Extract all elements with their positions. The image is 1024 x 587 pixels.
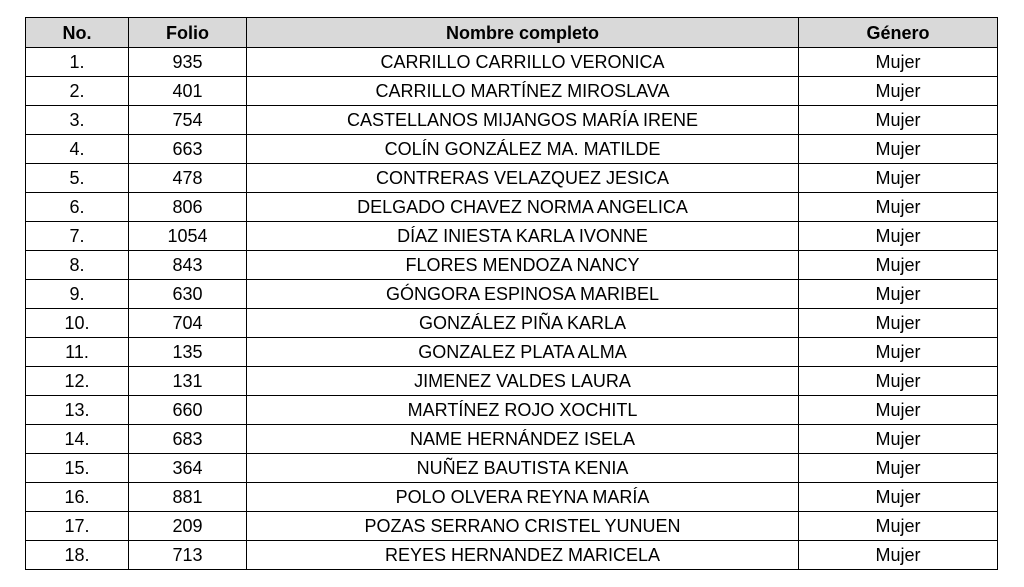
table-row (26, 512, 998, 541)
cell-folio: 209 (129, 512, 247, 541)
cell-folio: 660 (129, 396, 247, 425)
cell-nombre: POZAS SERRANO CRISTEL YUNUEN (247, 512, 799, 541)
cell-nombre: CASTELLANOS MIJANGOS MARÍA IRENE (247, 106, 799, 135)
cell-genero: Mujer (799, 367, 998, 396)
table-row (26, 396, 998, 425)
cell-folio: 478 (129, 164, 247, 193)
cell-folio: 754 (129, 106, 247, 135)
cell-nombre: CARRILLO MARTÍNEZ MIROSLAVA (247, 77, 799, 106)
cell-nombre: NUÑEZ BAUTISTA KENIA (247, 454, 799, 483)
cell-nombre: GONZÁLEZ PIÑA KARLA (247, 309, 799, 338)
table-row (26, 251, 998, 280)
header-no: No. (26, 18, 129, 48)
cell-nombre: FLORES MENDOZA NANCY (247, 251, 799, 280)
table-row (26, 106, 998, 135)
cell-genero: Mujer (799, 454, 998, 483)
cell-folio: 881 (129, 483, 247, 512)
cell-nombre: GONZALEZ PLATA ALMA (247, 338, 799, 367)
table-row (26, 454, 998, 483)
table-row (26, 541, 998, 570)
cell-no: 13. (26, 396, 129, 425)
cell-no: 11. (26, 338, 129, 367)
cell-genero: Mujer (799, 338, 998, 367)
cell-folio: 683 (129, 425, 247, 454)
cell-no: 10. (26, 309, 129, 338)
cell-no: 18. (26, 541, 129, 570)
cell-no: 17. (26, 512, 129, 541)
cell-genero: Mujer (799, 280, 998, 309)
cell-genero: Mujer (799, 251, 998, 280)
header-row (26, 18, 998, 48)
cell-no: 3. (26, 106, 129, 135)
cell-genero: Mujer (799, 512, 998, 541)
cell-genero: Mujer (799, 193, 998, 222)
cell-folio: 131 (129, 367, 247, 396)
table-body (26, 48, 998, 570)
cell-nombre: DÍAZ INIESTA KARLA IVONNE (247, 222, 799, 251)
cell-folio: 704 (129, 309, 247, 338)
cell-no: 16. (26, 483, 129, 512)
cell-nombre: CONTRERAS VELAZQUEZ JESICA (247, 164, 799, 193)
table-row (26, 338, 998, 367)
cell-folio: 630 (129, 280, 247, 309)
header-nombre: Nombre completo (247, 18, 799, 48)
table-row (26, 367, 998, 396)
cell-folio: 1054 (129, 222, 247, 251)
cell-genero: Mujer (799, 77, 998, 106)
table-row (26, 77, 998, 106)
table-row (26, 135, 998, 164)
cell-folio: 843 (129, 251, 247, 280)
cell-no: 4. (26, 135, 129, 164)
cell-nombre: COLÍN GONZÁLEZ MA. MATILDE (247, 135, 799, 164)
cell-no: 1. (26, 48, 129, 77)
cell-genero: Mujer (799, 396, 998, 425)
cell-genero: Mujer (799, 222, 998, 251)
cell-nombre: MARTÍNEZ ROJO XOCHITL (247, 396, 799, 425)
cell-no: 9. (26, 280, 129, 309)
cell-no: 8. (26, 251, 129, 280)
table-row (26, 222, 998, 251)
cell-folio: 401 (129, 77, 247, 106)
table-row (26, 48, 998, 77)
cell-nombre: NAME HERNÁNDEZ ISELA (247, 425, 799, 454)
cell-genero: Mujer (799, 483, 998, 512)
table-row (26, 483, 998, 512)
cell-folio: 364 (129, 454, 247, 483)
cell-nombre: POLO OLVERA REYNA MARÍA (247, 483, 799, 512)
cell-nombre: REYES HERNANDEZ MARICELA (247, 541, 799, 570)
cell-genero: Mujer (799, 541, 998, 570)
cell-genero: Mujer (799, 164, 998, 193)
header-genero: Género (799, 18, 998, 48)
cell-no: 12. (26, 367, 129, 396)
table-header (26, 18, 998, 48)
table-row (26, 309, 998, 338)
cell-no: 5. (26, 164, 129, 193)
table-row (26, 193, 998, 222)
table-row (26, 164, 998, 193)
table-row (26, 280, 998, 309)
table-row (26, 425, 998, 454)
roster-table-container (25, 17, 997, 570)
cell-genero: Mujer (799, 135, 998, 164)
cell-no: 6. (26, 193, 129, 222)
cell-no: 2. (26, 77, 129, 106)
cell-folio: 806 (129, 193, 247, 222)
cell-genero: Mujer (799, 309, 998, 338)
cell-nombre: CARRILLO CARRILLO VERONICA (247, 48, 799, 77)
cell-genero: Mujer (799, 48, 998, 77)
cell-nombre: DELGADO CHAVEZ NORMA ANGELICA (247, 193, 799, 222)
cell-nombre: JIMENEZ VALDES LAURA (247, 367, 799, 396)
cell-genero: Mujer (799, 106, 998, 135)
cell-no: 15. (26, 454, 129, 483)
cell-folio: 135 (129, 338, 247, 367)
cell-nombre: GÓNGORA ESPINOSA MARIBEL (247, 280, 799, 309)
cell-folio: 663 (129, 135, 247, 164)
cell-genero: Mujer (799, 425, 998, 454)
header-folio: Folio (129, 18, 247, 48)
cell-no: 7. (26, 222, 129, 251)
cell-no: 14. (26, 425, 129, 454)
cell-folio: 713 (129, 541, 247, 570)
roster-table (25, 17, 998, 570)
cell-folio: 935 (129, 48, 247, 77)
